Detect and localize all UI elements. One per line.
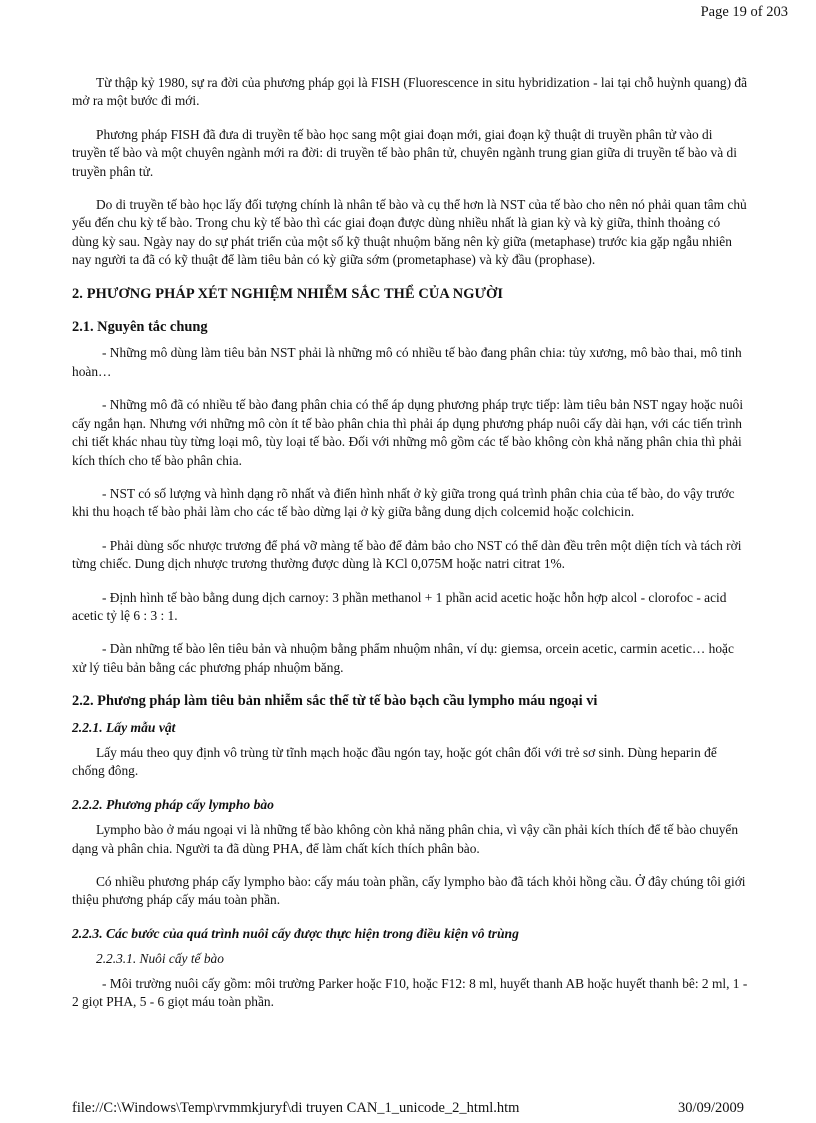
- sampling-paragraph: Lấy máu theo quy định vô trùng từ tĩnh mạch hoặc đầu ngón tay, hoặc gót chân đối với trẻ sơ sinh. Dùng heparin để chống đông.: [72, 744, 717, 779]
- intro-paragraph-1: Từ thập kỷ 1980, sự ra đời của phương pháp gọi là FISH (Fluorescence in situ hybridization - lai tại chỗ huỳnh quang) đã mở ra một bước đi mới.: [72, 75, 748, 109]
- principle-item-2: - Những mô đã có nhiều tế bào đang phân chia có thể áp dụng phương pháp trực tiếp: làm tiêu bản NST ngay hoặc nuôi cấy ngắn hạn. Nhưng với những mô còn ít tế bào phân chia thì phải áp dụng phương pháp nuôi cấy dài hạn, với các tiến trình chi tiết khác nhau tùy từng loại mô, tùy loại tế bào. Đối với những mô gồm các tế bào không còn khả năng phân chia thì phải kích thích cho tế bào phân chia.: [72, 397, 744, 468]
- section-2-2-3-1-heading: 2.2.3.1. Nuôi cấy tế bào: [96, 951, 224, 967]
- principle-item-3: - NST có số lượng và hình dạng rõ nhất và điển hình nhất ở kỳ giữa trong quá trình phân chia của tế bào, do vậy trước khi thu hoạch tế bào phải làm cho các tế bào dừng lại ở kỳ giữa bằng dung dịch colcemid hoặc colchicin.: [72, 485, 735, 520]
- footer-file-path: file://C:\Windows\Temp\rvmmkjuryf\di truyen CAN_1_unicode_2_html.htm: [72, 1100, 520, 1116]
- medium-paragraph: - Môi trường nuôi cấy gồm: môi trường Parker hoặc F10, hoặc F12: 8 ml, huyết thanh AB hoặc huyết thanh bê: 2 ml, 1 - 2 giọt PHA, 5 - 6 giọt máu toàn phần.: [72, 975, 748, 1010]
- page-number: Page 19 of 203: [700, 4, 788, 20]
- intro-paragraph-3: Do di truyền tế bào học lấy đối tượng chính là nhân tế bào và cụ thể hơn là NST của tế bào cho nên nó phải quan tâm chủ yếu đến chu kỳ tế bào. Trong chu kỳ tế bào thì các giai đoạn được dùng nhiều nhất là gian kỳ và kỳ giữa, thỉnh thoảng có dùng kỳ sau. Ngày nay do sự phát triển của một số kỹ thuật nhuộm băng nên kỳ giữa (metaphase) trước kia gặp ngẫu nhiên nay người ta đã có kỹ thuật để làm tiêu bản có kỳ giữa sớm (prometaphase) và kỳ đầu (prophase).: [72, 197, 747, 268]
- section-2-1-heading: 2.1. Nguyên tắc chung: [72, 319, 208, 336]
- intro-paragraph-2: Phương pháp FISH đã đưa di truyền tế bào học sang một giai đoạn mới, giai đoạn kỹ thuật di truyền phân tử vào di truyền tế bào và một chuyên ngành mới ra đời: di truyền tế bào phân tử, chuyên ngành trung gian giữa di truyền tế bào và di truyền phân tử.: [72, 126, 737, 179]
- document-body: [72, 74, 748, 1026]
- principle-item-5: - Định hình tế bào bằng dung dịch carnoy: 3 phần methanol + 1 phần acid acetic hoặc hỗn hợp alcol - clorofoc - acid acetic tỷ lệ 6 : 3 : 1.: [72, 589, 727, 623]
- principle-item-1: - Những mô dùng làm tiêu bản NST phải là những mô có nhiều tế bào đang phân chia: tủy xương, mô bào thai, mô tinh hoàn…: [72, 345, 742, 379]
- principle-item-4: - Phải dùng sốc nhược trương để phá vỡ màng tế bào để đảm bảo cho NST có thể dàn đều trên một diện tích và tách rời từng chiếc. Dung dịch nhược trương thường được dùng là KCl 0,075M hoặc natri citrat 1%.: [72, 537, 742, 572]
- principle-item-6: - Dàn những tế bào lên tiêu bản và nhuộm bằng phẩm nhuộm nhân, ví dụ: giemsa, orcein acetic, carmin acetic… hoặc xử lý tiêu bản bằng các phương pháp nhuộm băng.: [72, 641, 734, 675]
- culture-paragraph-1: Lympho bào ở máu ngoại vi là những tế bào không còn khả năng phân chia, vì vậy cần phải kích thích để tế bào chuyển dạng và phân chia. Người ta đã dùng PHA, để làm chất kích thích phân bào.: [72, 822, 739, 856]
- section-2-2-heading: 2.2. Phương pháp làm tiêu bản nhiễm sắc thể từ tế bào bạch cầu lympho máu ngoại vi: [72, 693, 598, 710]
- footer-date: 30/09/2009: [677, 1100, 744, 1116]
- section-2-2-2-heading: 2.2.2. Phương pháp cấy lympho bào: [72, 796, 274, 812]
- section-2-heading: 2. PHƯƠNG PHÁP XÉT NGHIỆM NHIỄM SẮC THỂ CỦA NGƯỜI: [72, 285, 504, 302]
- section-2-2-3-heading: 2.2.3. Các bước của quá trình nuôi cấy được thực hiện trong điều kiện vô trùng: [72, 925, 519, 941]
- culture-paragraph-2: Có nhiều phương pháp cấy lympho bào: cấy máu toàn phần, cấy lympho bào đã tách khỏi hồng cầu. Ở đây chúng tôi giới thiệu phương pháp cấy máu toàn phần.: [72, 874, 746, 908]
- section-2-2-1-heading: 2.2.1. Lấy mẫu vật: [72, 719, 176, 735]
